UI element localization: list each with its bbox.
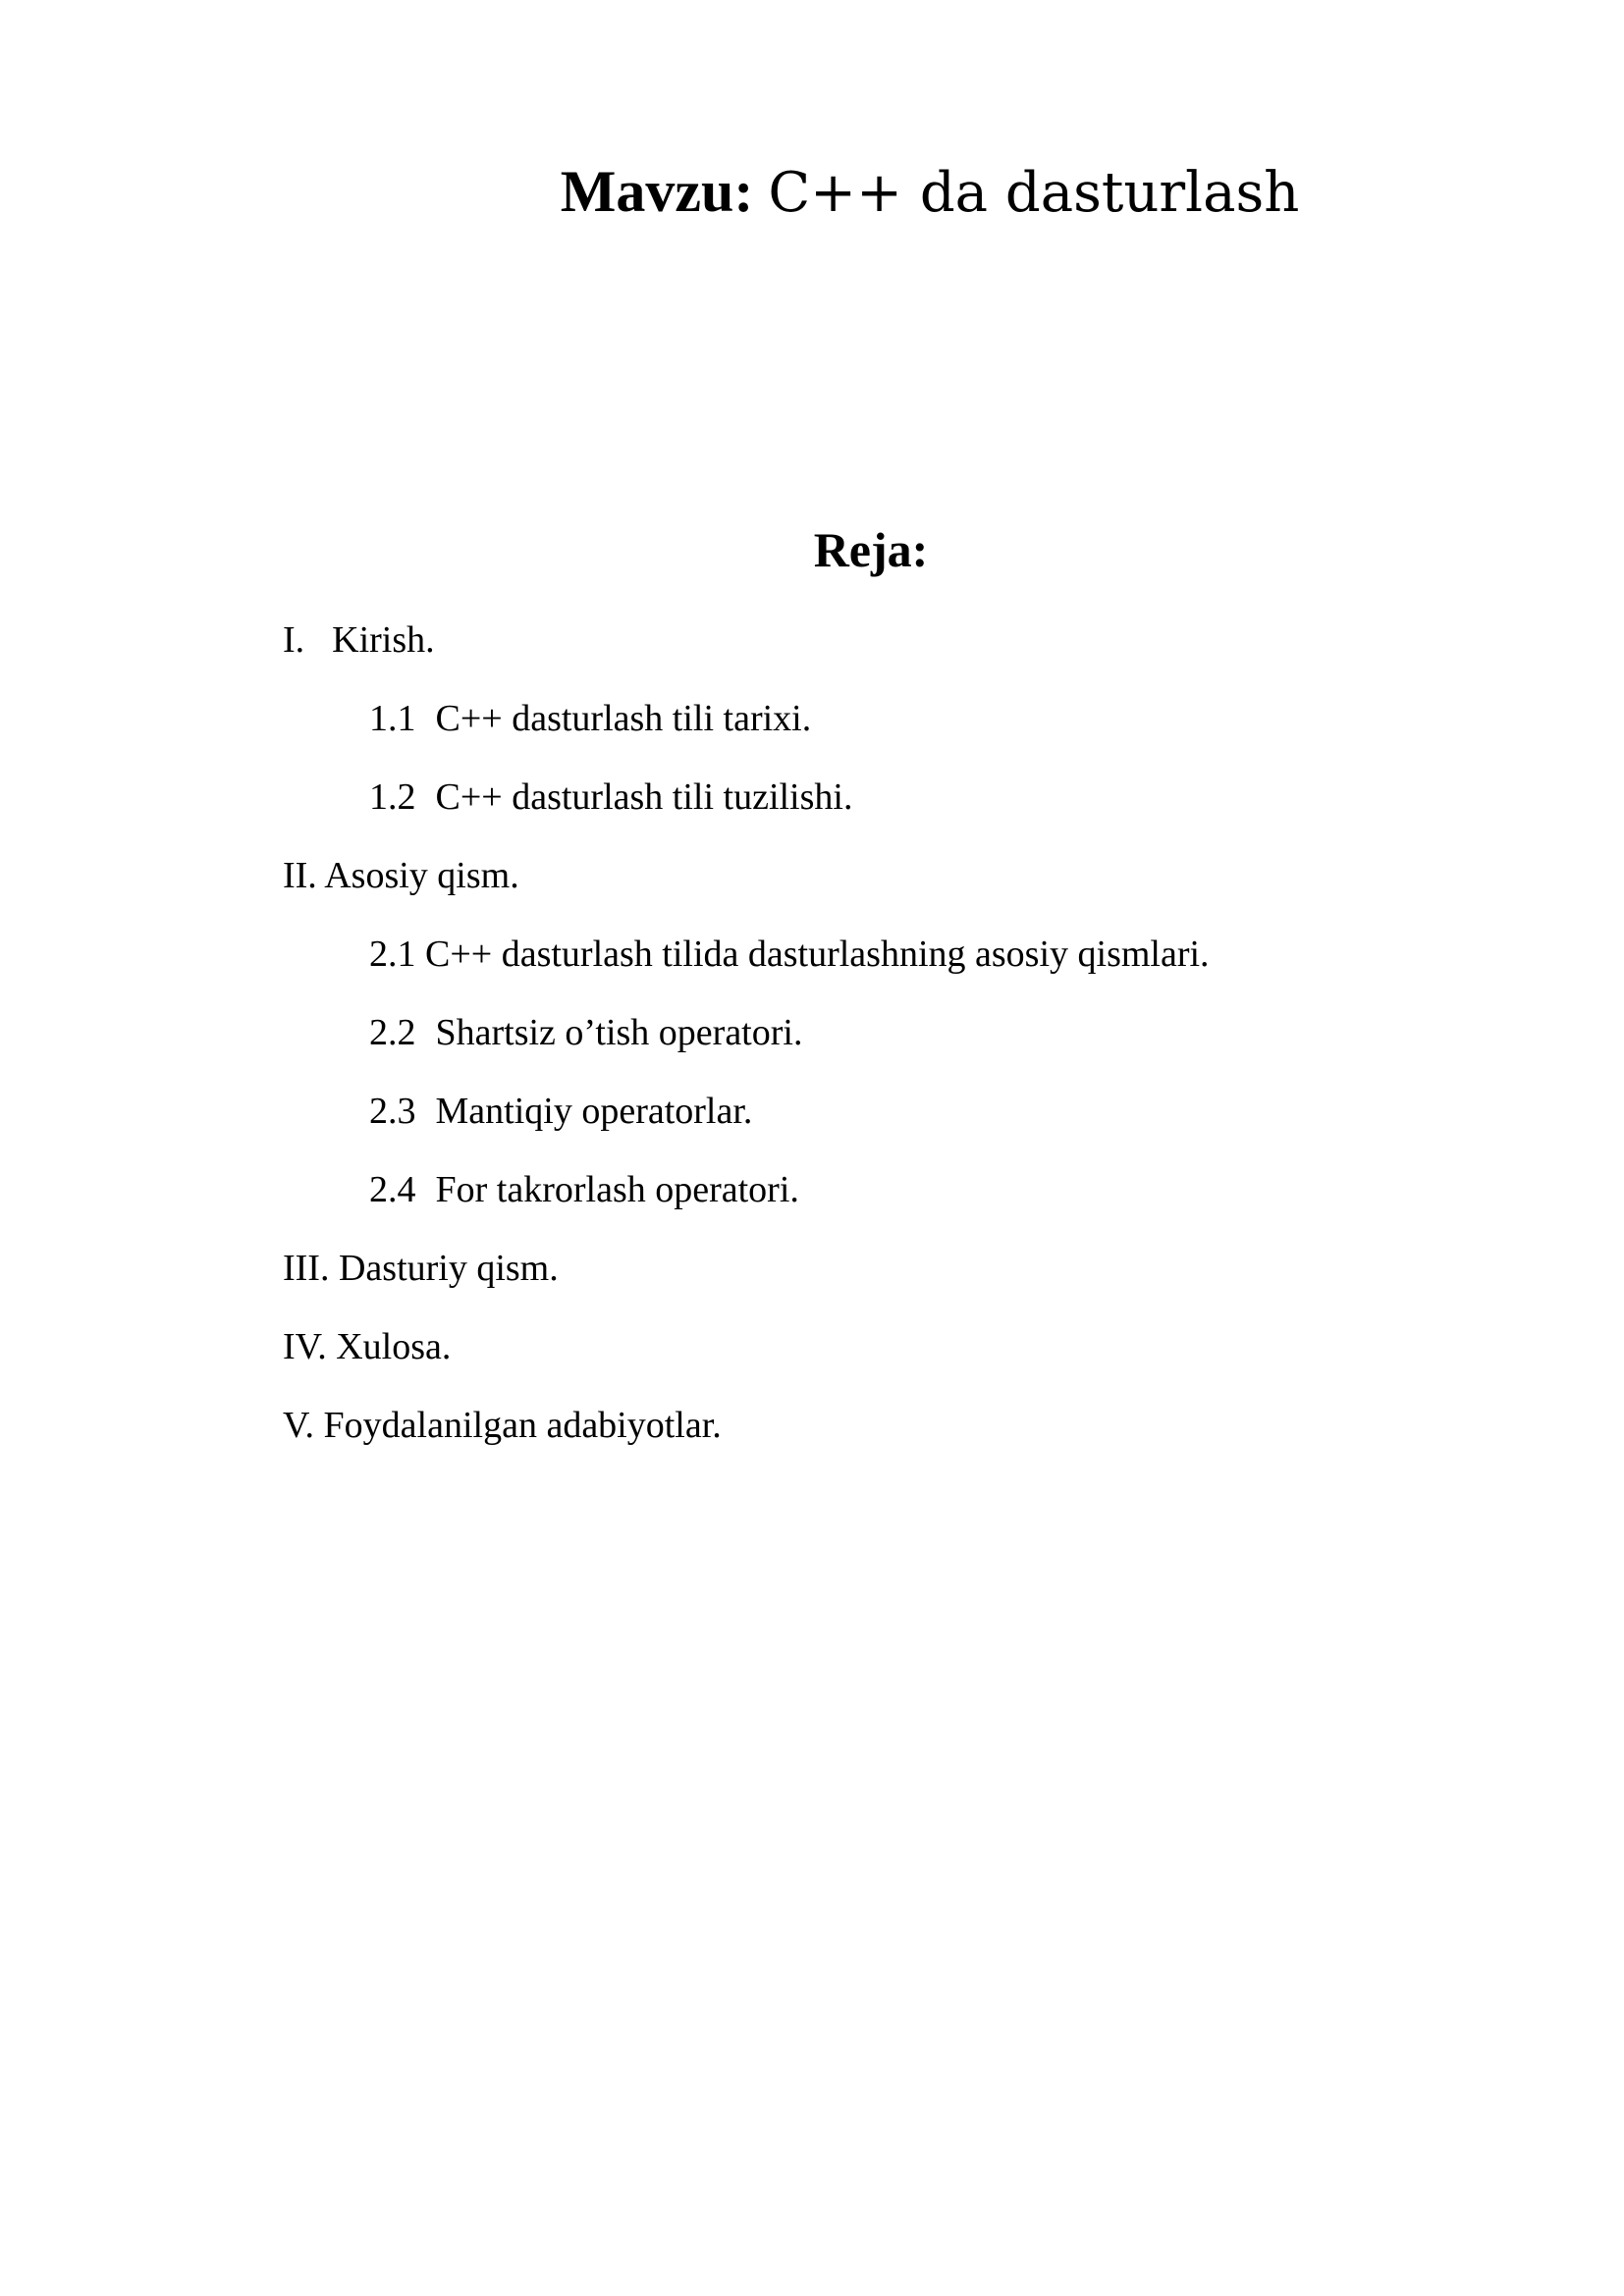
plan-item-number: 2.4	[369, 1169, 416, 1210]
plan-item-2-2	[283, 993, 1461, 1072]
plan-item-text: Mantiqiy operatorlar.	[435, 1091, 753, 1132]
plan-item-3	[283, 1229, 1461, 1308]
plan-item-number: 2.3	[369, 1091, 416, 1132]
plan-item-number: V.	[283, 1405, 315, 1446]
plan-item-text: C++ dasturlash tilida dasturlashning asosiy qismlari.	[425, 934, 1210, 975]
plan-item-number: IV.	[283, 1326, 327, 1367]
plan-item-text: Foydalanilgan adabiyotlar.	[323, 1405, 722, 1446]
plan-item-number: I.	[283, 619, 305, 661]
plan-item-text: Xulosa.	[336, 1326, 452, 1367]
plan-item-5	[283, 1386, 1461, 1465]
plan-item-text: Shartsiz o’tish operatori.	[435, 1012, 803, 1053]
plan-item-1	[283, 601, 1461, 679]
topic-label: Mavzu:	[560, 159, 754, 224]
plan-list	[283, 601, 1461, 1465]
plan-item-2-1	[283, 915, 1461, 993]
plan-item-text: C++ dasturlash tili tarixi.	[435, 698, 812, 739]
plan-item-number: 1.2	[369, 776, 416, 818]
plan-item-number: III.	[283, 1248, 330, 1289]
plan-item-number: 2.1	[369, 934, 416, 975]
plan-item-number: II.	[283, 855, 317, 896]
plan-item-4	[283, 1308, 1461, 1386]
topic-title	[0, 152, 1624, 233]
plan-item-text: For takrorlash operatori.	[435, 1169, 799, 1210]
plan-item-text: Asosiy qism.	[324, 855, 519, 896]
plan-item-2-3	[283, 1072, 1461, 1150]
plan-item-1-2	[283, 758, 1461, 836]
plan-item-text: Dasturiy qism.	[338, 1248, 559, 1289]
plan-item-text: C++ dasturlash tili tuzilishi.	[435, 776, 853, 818]
plan-item-text: Kirish.	[332, 619, 435, 661]
topic-value: C++ da dasturlash	[768, 161, 1300, 225]
plan-item-2-4	[283, 1150, 1461, 1229]
plan-item-number: 1.1	[369, 698, 416, 739]
plan-item-2	[283, 836, 1461, 915]
plan-item-number: 2.2	[369, 1012, 416, 1053]
plan-heading: Reja:	[813, 522, 929, 577]
plan-item-1-1	[283, 679, 1461, 758]
